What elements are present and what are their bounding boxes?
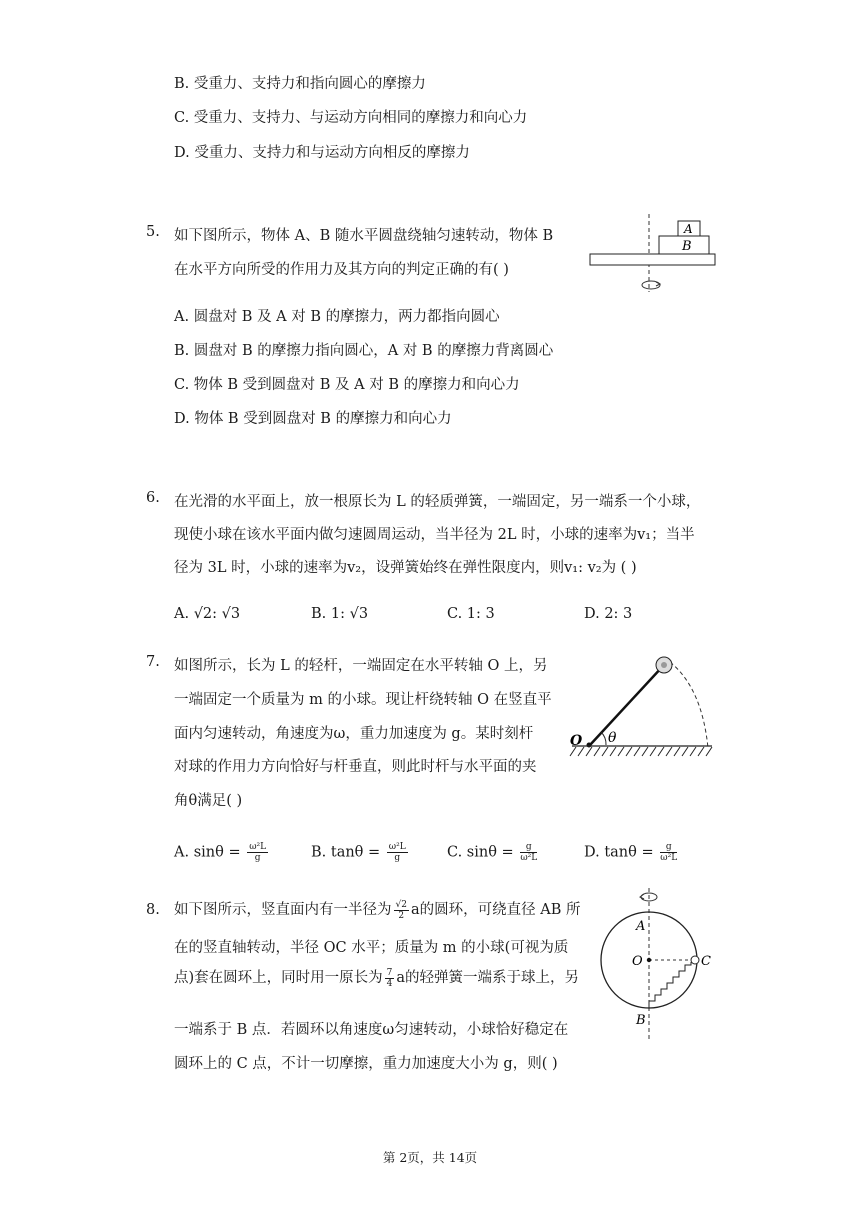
q7-option-b-prefix: B. tanθ = (311, 844, 381, 861)
q7-stem-line: 对球的作用力方向恰好与杆垂直，则此时杆与水平面的夹 (174, 759, 537, 775)
q7-option-c-prefix: C. sinθ = (447, 844, 514, 861)
q7-option-c (447, 842, 539, 863)
rotation-arrow-icon (656, 282, 660, 286)
q4-option-c: C. 受重力、支持力、与运动方向相同的摩擦力和向心力 (174, 110, 528, 126)
q6-stem-line: 现使小球在该水平面内做匀速圆周运动，当半径为 2L 时，小球的速率为v₁；当半 (174, 527, 695, 543)
q7-stem-line: 角θ满足( ) (174, 793, 243, 809)
q6-option-a: A. √2: √3 (174, 606, 241, 622)
q8-line3-frac-num: 7 (386, 967, 393, 978)
q6-option-d: D. 2: 3 (584, 606, 633, 622)
q5-label-b: B (682, 239, 692, 254)
page-footer: 第 2页，共 14页 (382, 1150, 478, 1165)
q7-label-theta: θ (608, 730, 617, 746)
q7-stem-line: 面内匀速转动，角速度为ω，重力加速度为 g。某时刻杆 (174, 726, 534, 742)
q8-stem-line (174, 898, 580, 921)
q8-line1-frac-num: √2 (395, 899, 407, 910)
q8-number: 8. (146, 902, 160, 918)
q5-stem-line: 在水平方向所受的作用力及其方向的判定正确的有( ) (174, 262, 509, 278)
q8-line3-post: a的轻弹簧一端系于球上，另 (396, 970, 580, 986)
q6-option-b: B. 1: √3 (311, 606, 369, 622)
q8-stem-line: 一端系于 B 点．若圆环以角速度ω匀速转动，小球恰好稳定在 (174, 1022, 569, 1038)
q7-stem-line: 一端固定一个质量为 m 的小球。现让杆绕转轴 O 在竖直平 (174, 692, 552, 708)
q6-option-c: C. 1: 3 (447, 606, 495, 622)
q7-option-b-num: ω²L (388, 842, 406, 852)
q7-stem-line: 如图所示，长为 L 的轻杆，一端固定在水平转轴 O 上，另 (174, 658, 548, 674)
q7-option-a-num: ω²L (249, 842, 267, 852)
q8-stem-line (174, 966, 579, 989)
q8-stem-line: 在的竖直轴转动，半径 OC 水平；质量为 m 的小球(可视为质 (174, 940, 569, 956)
q8-line1-frac-den: 2 (398, 910, 405, 921)
q7-option-d-den: ω²L (660, 853, 678, 863)
q5-option-b: B. 圆盘对 B 的摩擦力指向圆心，A 对 B 的摩擦力背离圆心 (174, 343, 554, 359)
q8-label-c: C (701, 954, 711, 969)
q6-stem-line: 在光滑的水平面上，放一根原长为 L 的轻质弹簧，一端固定，另一端系一个小球， (174, 494, 701, 510)
q7-number: 7. (146, 654, 160, 670)
q7-option-b (311, 842, 410, 863)
q5-option-d: D. 物体 B 受到圆盘对 B 的摩擦力和向心力 (174, 411, 452, 427)
q7-option-d-num: g (660, 842, 677, 853)
q7-option-a (174, 842, 270, 863)
q8-label-o: O (632, 954, 643, 969)
q6-number: 6. (146, 490, 160, 506)
q8-label-b: B (636, 1013, 646, 1028)
q4-option-b: B. 受重力、支持力和指向圆心的摩擦力 (174, 76, 426, 92)
q7-option-c-num: g (520, 842, 537, 853)
q5-stem-line: 如下图所示，物体 A、B 随水平圆盘绕轴匀速转动，物体 B (174, 228, 554, 244)
q8-line3-pre: 点)套在圆环上，同时用一原长为 (174, 970, 383, 986)
q6-stem-line: 径为 3L 时，小球的速率为v₂，设弹簧始终在弹性限度内，则v₁: v₂为 ( ) (174, 560, 637, 576)
q4-option-d: D. 受重力、支持力和与运动方向相反的摩擦力 (174, 145, 470, 161)
q5-number: 5. (146, 224, 160, 240)
q8-line1-pre: 如下图所示，竖直面内有一半径为 (174, 902, 392, 918)
q7-label-o: O (570, 733, 583, 749)
q8-line3-frac-den: 4 (386, 978, 393, 989)
q5-figure-disk (585, 212, 720, 294)
q7-figure-rod (566, 648, 714, 760)
q8-line1-post: a的圆环，可绕直径 AB 所 (410, 902, 581, 918)
q5-option-c: C. 物体 B 受到圆盘对 B 及 A 对 B 的摩擦力和向心力 (174, 377, 520, 393)
q7-option-a-den: g (254, 853, 261, 863)
q8-label-a: A (636, 919, 646, 934)
q8-figure-ring (594, 884, 722, 1044)
q7-option-d (584, 842, 679, 863)
q5-label-a: A (684, 222, 693, 236)
q7-option-b-den: g (394, 853, 401, 863)
q8-stem-line: 圆环上的 C 点，不计一切摩擦，重力加速度大小为 g，则( ) (174, 1056, 558, 1072)
q7-option-c-den: ω²L (520, 853, 538, 863)
q7-option-a-prefix: A. sinθ = (174, 844, 241, 861)
q7-option-d-prefix: D. tanθ = (584, 844, 654, 861)
q5-option-a: A. 圆盘对 B 及 A 对 B 的摩擦力，两力都指向圆心 (174, 309, 500, 325)
